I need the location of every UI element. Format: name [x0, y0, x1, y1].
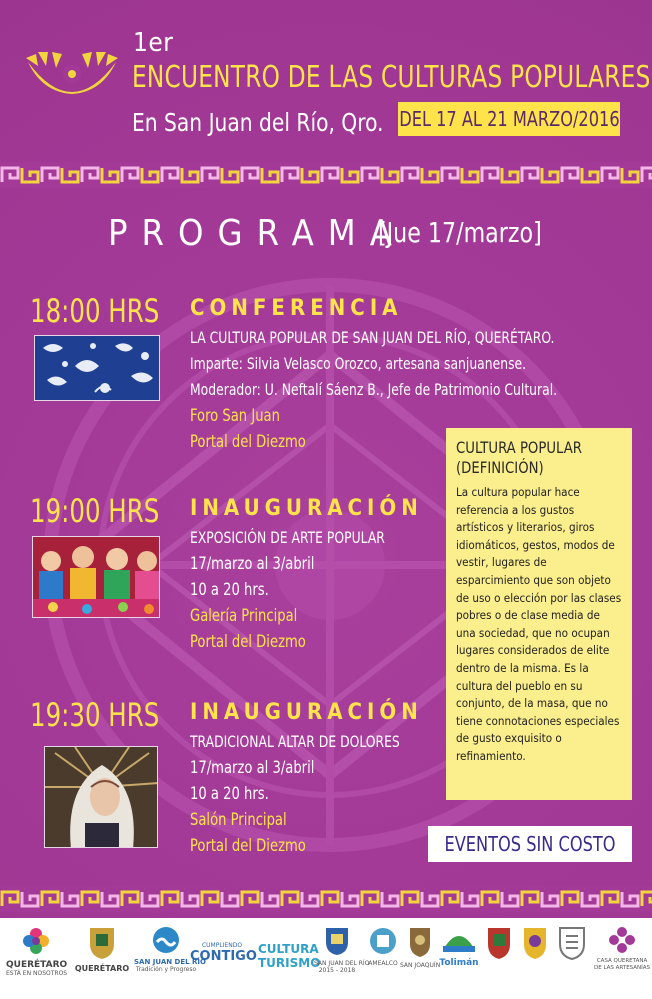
crest-logo	[556, 926, 588, 964]
san-joaquin-shield-icon	[408, 926, 432, 958]
event-2-line-1: EXPOSICIÓN DE ARTE POPULAR	[190, 528, 385, 547]
definition-body: La cultura popular hace referencia a los gustos artísticos y literarios, giros idiomáticos, gestos, modos de vestir, lugares de esparcimiento que son objeto de uso o elección por las clases pobres o de clase media de una sociedad, que no ocupan lugares considerados de elite dentro de la misma. Es la cultura del pueblo en su conjunto, de la masa, que no tiene connotaciones especiales de gusto exquisito o refinamiento.	[456, 485, 622, 763]
artesanias-flower-icon	[608, 926, 636, 954]
casa-queretana-artesanias-logo: CASA QUERETANA DE LAS ARTESANÍAS	[594, 926, 650, 972]
san-juan-del-rio-logo: SAN JUAN DEL RÍO Tradición y Progreso	[134, 926, 198, 973]
municipal-shield-icon	[486, 926, 512, 960]
event-3-venue-1: Salón Principal	[190, 810, 287, 830]
toliman-logo: Tolimán	[438, 926, 480, 968]
event-2-type: INAUGURACIÓN	[190, 496, 423, 521]
greca-border-bottom	[0, 886, 652, 912]
ayuntamiento-logo: SAN JUAN DEL RÍO 2015 - 2018	[314, 926, 360, 974]
event-2-line-3: 10 a 20 hrs.	[190, 580, 269, 600]
regional-emblem-icon	[522, 926, 548, 960]
event-1-line-2: Imparte: Silvia Velasco Orozco, artesana sanjuanense.	[190, 354, 527, 373]
free-events-label: EVENTOS SIN COSTO	[444, 832, 616, 856]
queretaro-flower-icon	[21, 926, 51, 956]
event-1-line-3: Moderador: U. Neftalí Sáenz B., Jefe de Patrimonio Cultural.	[190, 380, 558, 399]
event-3-type: INAUGURACIÓN	[190, 700, 423, 725]
cumpliendo-contigo-logo: CUMPLIENDO CONTIGO	[190, 942, 257, 964]
san-joaquin-logo: SAN JOAQUÍN	[400, 926, 440, 969]
event-place: En San Juan del Río, Qro.	[132, 108, 384, 137]
program-day: [Jue 17/marzo]	[378, 216, 542, 249]
event-dates: DEL 17 AL 21 MARZO/2016	[398, 107, 620, 131]
amealco-logo: AMEALCO	[362, 926, 404, 967]
toliman-icon	[441, 926, 477, 954]
definition-subtitle: (DEFINICIÓN)	[456, 458, 544, 477]
municipal-shield-logo	[484, 926, 514, 964]
definition-title: CULTURA POPULAR	[456, 438, 582, 457]
event-3-line-3: 10 a 20 hrs.	[190, 784, 269, 804]
dolls-photo	[32, 536, 160, 618]
event-title: ENCUENTRO DE LAS CULTURAS POPULARES	[132, 60, 651, 95]
event-1-venue-1: Foro San Juan	[190, 406, 280, 426]
queretaro-logo: QUERÉTARO ESTÁ EN NOSOTROS	[6, 926, 66, 977]
edition-label: 1er	[133, 28, 174, 58]
event-2-venue-2: Portal del Diezmo	[190, 632, 306, 652]
gobierno-queretaro-logo: QUERÉTARO	[74, 926, 130, 973]
event-3-venue-2: Portal del Diezmo	[190, 836, 306, 856]
sun-logo-icon	[22, 52, 122, 108]
ayuntamiento-shield-icon	[324, 926, 350, 956]
event-3-line-1: TRADICIONAL ALTAR DE DOLORES	[190, 732, 400, 751]
shield-icon	[88, 926, 116, 960]
greca-border-top	[0, 162, 652, 188]
program-heading: PROGRAMA	[108, 213, 406, 254]
embroidery-photo	[34, 335, 160, 401]
event-2-venue-1: Galería Principal	[190, 606, 298, 626]
virgin-statue-photo	[44, 746, 158, 848]
crest-icon	[558, 926, 586, 960]
event-dates-badge	[398, 102, 620, 136]
event-1-type: CONFERENCIA	[190, 296, 403, 321]
event-2-time: 19:00 HRS	[30, 492, 160, 530]
sponsor-footer	[0, 918, 652, 999]
event-2-line-2: 17/marzo al 3/abril	[190, 554, 315, 574]
event-1-time: 18:00 HRS	[30, 292, 160, 330]
event-1-line-1: LA CULTURA POPULAR DE SAN JUAN DEL RÍO, QUERÉTARO.	[190, 328, 555, 347]
sjr-river-icon	[151, 926, 181, 954]
definition-box	[446, 428, 632, 800]
regional-emblem-logo	[520, 926, 550, 964]
amealco-icon	[369, 926, 397, 956]
cultura-turismo-logo: CULTURA TURISMO	[258, 942, 321, 970]
event-3-line-2: 17/marzo al 3/abril	[190, 758, 315, 778]
event-1-venue-2: Portal del Diezmo	[190, 432, 306, 452]
event-3-time: 19:30 HRS	[30, 696, 160, 734]
free-events-badge	[428, 826, 632, 862]
